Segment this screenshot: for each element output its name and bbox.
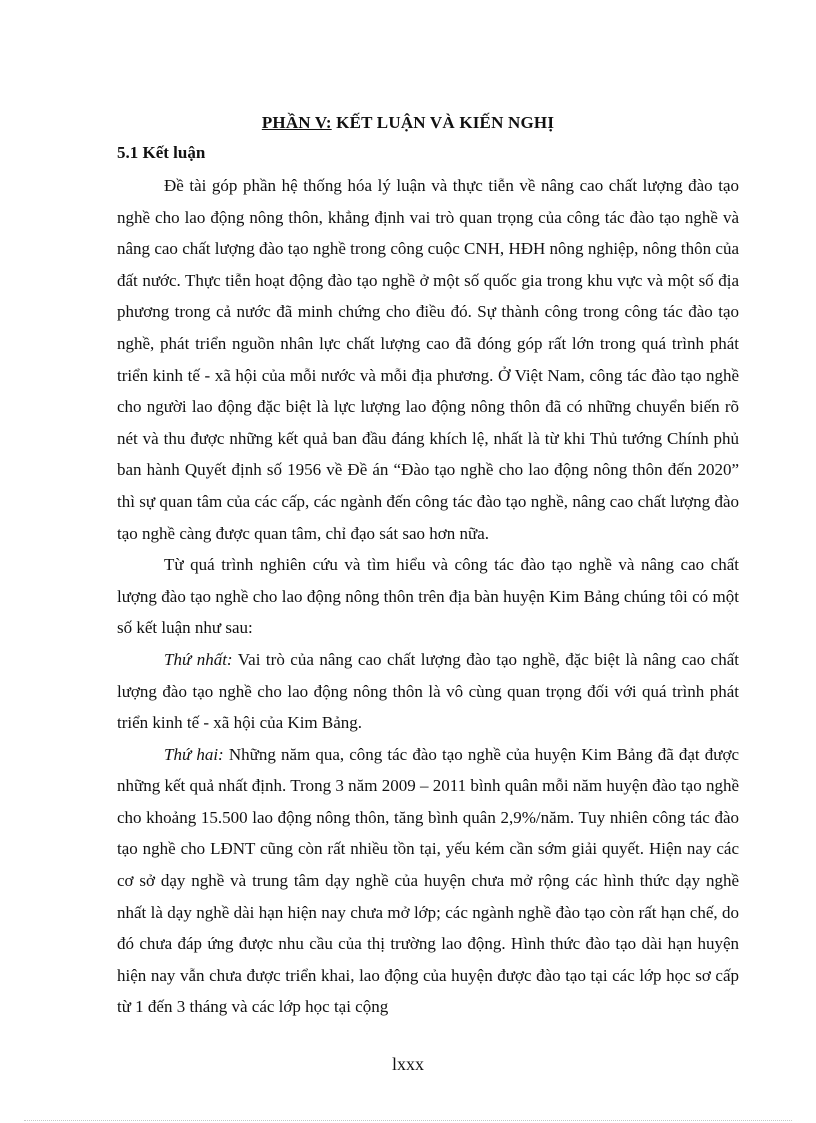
body-text <box>117 170 739 1023</box>
paragraph-1-text: Đề tài góp phần hệ thống hóa lý luận và thực tiễn về nâng cao chất lượng đào tạo nghề cho lao động nông thôn, khẳng định vai trò quan trọng của công tác đào tạo nghề và nâng cao chất lượng đào tạo nghề trong công cuộc CNH, HĐH nông nghiệp, nông thôn của đất nước. Thực tiễn hoạt động đào tạo nghề ở một số quốc gia trong khu vực và một số địa phương trong cả nước đã minh chứng cho điều đó. Sự thành công trong công tác đào tạo nghề, phát triển nguồn nhân lực chất lượng cao đã đóng góp rất lớn trong quá trình phát triển kinh tế - xã hội của mỗi nước và mỗi địa phương. Ở Việt Nam, công tác đào tạo nghề cho người lao động đặc biệt là lực lượng lao động nông thôn đã có những chuyển biến rõ nét và thu được những kết quả ban đầu đáng khích lệ, nhất là từ khi Thủ tướng Chính phủ ban hành Quyết định số 1956 về Đề án “Đào tạo nghề cho lao động nông thôn đến 2020” thì sự quan tâm của các cấp, các ngành đến công tác đào tạo nghề, nâng cao chất lượng đào tạo nghề càng được quan tâm, chỉ đạo sát sao hơn nữa. <box>117 176 739 543</box>
paragraph-3-text: Vai trò của nâng cao chất lượng đào tạo nghề, đặc biệt là nâng cao chất lượng đào tạo nghề cho lao động nông thôn là vô cùng quan trọng đối với quá trình phát triển kinh tế - xã hội của Kim Bảng. <box>117 649 739 733</box>
paragraph-4-text: Những năm qua, công tác đào tạo nghề của huyện Kim Bảng đã đạt được những kết quả nhất định. Trong 3 năm 2009 – 2011 bình quân mỗi năm huyện đào tạo nghề cho khoảng 15.500 lao động nông thôn, tăng bình quân 2,9%/năm. Tuy nhiên công tác đào tạo nghề cho LĐNT cũng còn rất nhiều tồn tại, yếu kém cần sớm giải quyết. Hiện nay các cơ sở dạy nghề và trung tâm dạy nghề của huyện chưa mở rộng các hình thức dạy nghề nhất là dạy nghề dài hạn hiện nay chưa mở lớp; các ngành nghề đào tạo còn rất hạn chế, do đó chưa đáp ứng được nhu cầu của thị trường lao động. Hình thức đào tạo dài hạn huyện hiện nay vẫn chưa được triển khai, lao động của huyện được đào tạo tại các lớp học sơ cấp từ 1 đến 3 tháng và các lớp học tại cộng <box>117 744 739 1017</box>
paragraph-4 <box>117 739 739 1023</box>
page-number: lxxx <box>391 1054 424 1074</box>
paragraph-2 <box>117 549 739 644</box>
paragraph-4-lead: Thứ hai: <box>164 744 224 764</box>
chapter-heading <box>0 113 816 133</box>
paragraph-3 <box>117 644 739 739</box>
paragraph-2-text: Từ quá trình nghiên cứu và tìm hiểu và công tác đào tạo nghề và nâng cao chất lượng đào tạo nghề cho lao động nông thôn trên địa bàn huyện Kim Bảng chúng tôi có một số kết luận như sau: <box>117 555 739 638</box>
paragraph-1 <box>117 170 739 549</box>
chapter-heading-title: KẾT LUẬN VÀ KIẾN NGHỊ <box>331 113 555 132</box>
paragraph-3-lead: Thứ nhất: <box>164 649 233 669</box>
page-bottom-divider <box>24 1120 792 1121</box>
chapter-heading-prefix: PHẦN V: <box>261 113 332 132</box>
section-title: 5.1 Kết luận <box>117 143 206 162</box>
